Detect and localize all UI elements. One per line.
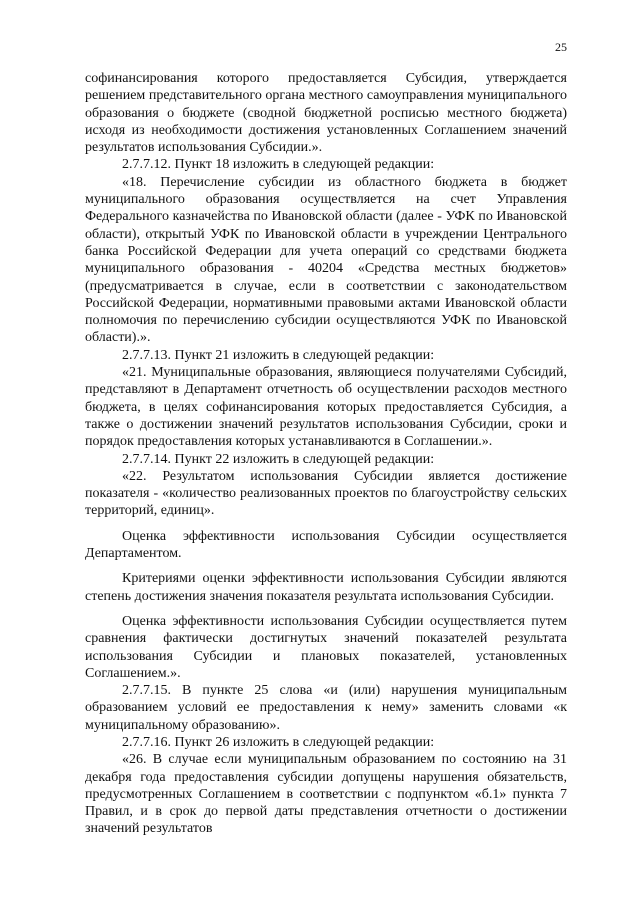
paragraph-criteria: Критериями оценки эффективности использования Субсидии являются степень достижения значения показателя результата использования Субсидии. <box>85 571 567 604</box>
paragraph-clause-18: «18. Перечисление субсидии из областного бюджета в бюджет муниципального образования осуществляется на счет Управления Федерального казначейства по Ивановской области (далее - УФК по Ивановской области), открытый УФК по Ивановской области в учреждении Центрального банка Российской Федерации для учета операций со средствами бюджета муниципального образования - 40204 «Средства местных бюджетов» (предусматривается в случае, если в соответствии с законодательством Российской Федерации, нормативными правовыми актами Ивановской области полномочия по перечислению субсидии осуществляются УФК по Ивановской области).». <box>85 174 567 346</box>
paragraph-amendment-2-7-7-16: 2.7.7.16. Пункт 26 изложить в следующей редакции: <box>122 734 435 750</box>
paragraph-amendment-2-7-7-15: 2.7.7.15. В пункте 25 слова «и (или) нарушения муниципальным образованием условий ее предоставления к нему» заменить словами «к муниципальному образованию». <box>85 683 567 733</box>
paragraph-evaluation: Оценка эффективности использования Субсидии осуществляется Департаментом. <box>85 528 567 562</box>
paragraph-clause-26: «26. В случае если муниципальным образованием по состоянию на 31 декабря года предоставления субсидии допущены нарушения обязательств, предусмотренных Соглашением в соответствии с подпунктом «б.1» пункта 7 Правил, и в срок до первой даты представления отчетности о достижении значений результатов <box>85 752 567 837</box>
paragraph-evaluation-method: Оценка эффективности использования Субсидии осуществляется путем сравнения фактически достигнутых значений показателей результата использования Субсидии и плановых показателей, установленных Соглашением.». <box>85 613 567 681</box>
paragraph-gap <box>85 605 567 613</box>
paragraph-amendment-2-7-7-12: 2.7.7.12. Пункт 18 изложить в следующей редакции: <box>122 157 435 173</box>
paragraph-gap <box>85 562 567 570</box>
document-body <box>85 70 567 838</box>
paragraph-gap <box>85 520 567 528</box>
paragraph-amendment-2-7-7-13: 2.7.7.13. Пункт 21 изложить в следующей редакции: <box>122 347 435 363</box>
paragraph-amendment-2-7-7-14: 2.7.7.14. Пункт 22 изложить в следующей редакции: <box>122 451 435 467</box>
paragraph-clause-21: «21. Муниципальные образования, являющиеся получателями Субсидий, представляют в Департамент отчетность об осуществлении расходов местного бюджета, в целях софинансирования которых предоставляется Субсидия, а также о достижении значений результатов использования Субсидии, сроки и порядок предоставления которых устанавливаются в Соглашении.». <box>85 365 567 450</box>
paragraph-clause-22: «22. Результатом использования Субсидии является достижение показателя - «количество реализованных проектов по благоустройству сельских территорий, единиц». <box>85 468 567 519</box>
page-number: 25 <box>555 40 567 54</box>
paragraph-continuation: софинансирования которого предоставляется Субсидия, утверждается решением представительного органа местного самоуправления муниципального образования о бюджете (сводной бюджетной росписью местного бюджета) исходя из необходимости достижения установленных Соглашением значений результатов использования Субсидии.». <box>85 71 567 156</box>
